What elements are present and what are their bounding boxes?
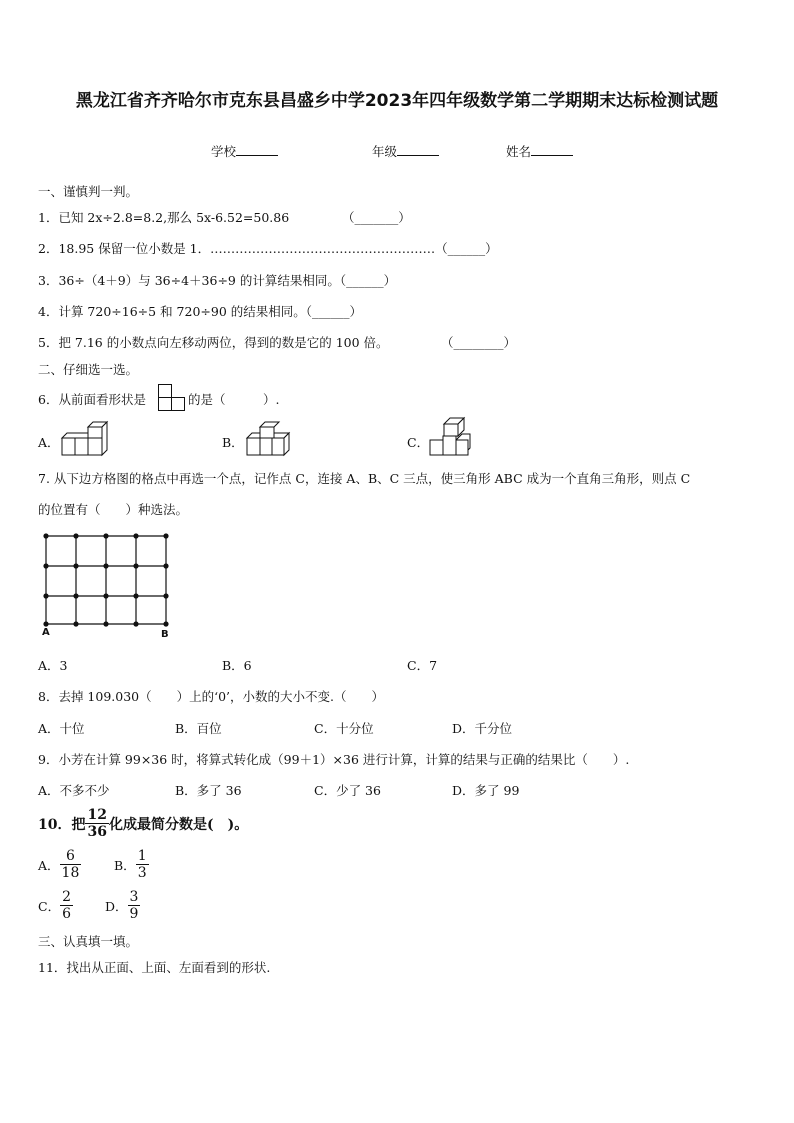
option-label: D． bbox=[105, 898, 128, 914]
fraction-numerator: 1 bbox=[137, 848, 147, 864]
question-4: 4．计算 720÷16÷5 和 720÷90 的结果相同。（______） bbox=[38, 304, 362, 319]
question-5-answer-blank[interactable]: （________） bbox=[441, 335, 517, 350]
option-label: B． bbox=[114, 857, 136, 873]
question-6-option-c[interactable]: C． bbox=[407, 435, 430, 450]
question-6-option-b[interactable]: B． bbox=[222, 435, 244, 450]
question-8-option-c[interactable]: C．十分位 bbox=[314, 721, 374, 736]
fraction-numerator: 12 bbox=[87, 807, 107, 823]
question-10-option-c[interactable] bbox=[38, 889, 73, 922]
name-label: 姓名 bbox=[506, 144, 532, 159]
question-9-option-c[interactable]: C．少了 36 bbox=[314, 783, 381, 798]
question-7-line-1: 7. 从下边方格图的格点中再选一个点，记作点 C，连接 A、B、C 三点，使三角形 ABC 成为一个直角三角形，则点 C bbox=[38, 471, 691, 486]
name-field bbox=[506, 142, 573, 160]
section-heading-2: 二、仔细选一选。 bbox=[38, 362, 139, 377]
option-label: C． bbox=[38, 898, 61, 914]
grade-blank[interactable] bbox=[397, 143, 439, 156]
grade-field bbox=[372, 142, 439, 160]
question-8-option-b[interactable]: B．百位 bbox=[175, 721, 222, 736]
question-8-option-d[interactable]: D．千分位 bbox=[452, 721, 513, 736]
question-10-option-d[interactable] bbox=[105, 889, 140, 922]
cube-stack-a-icon bbox=[60, 422, 112, 456]
section-heading-1: 一、谨慎判一判。 bbox=[38, 184, 139, 199]
cube-stack-b-icon bbox=[245, 422, 297, 456]
question-1: 1．已知 2x÷2.8=8.2,那么 5x-6.52=50.86 bbox=[38, 210, 290, 225]
question-10-suffix: 化成最简分数是( )。 bbox=[108, 816, 249, 833]
question-1-answer-blank[interactable]: （_______） bbox=[342, 210, 411, 225]
front-view-shape-icon bbox=[158, 384, 188, 412]
option-fraction bbox=[60, 848, 82, 881]
question-6-suffix: 的是（ ）. bbox=[188, 392, 280, 407]
fraction-denominator: 9 bbox=[129, 906, 139, 922]
question-7-option-c[interactable]: C．7 bbox=[407, 658, 438, 673]
question-10-prefix: 10．把 bbox=[38, 816, 86, 833]
option-label: A． bbox=[38, 857, 60, 873]
question-8-option-a[interactable]: A．十位 bbox=[38, 721, 85, 736]
question-10-option-b[interactable] bbox=[114, 848, 149, 881]
question-5: 5．把 7.16 的小数点向左移动两位，得到的数是它的 100 倍。 bbox=[38, 335, 389, 350]
fraction-denominator: 3 bbox=[137, 865, 147, 881]
option-fraction bbox=[60, 889, 73, 922]
school-label: 学校 bbox=[211, 144, 237, 159]
option-fraction bbox=[128, 889, 141, 922]
fraction-denominator: 18 bbox=[61, 865, 80, 881]
question-10 bbox=[38, 807, 248, 840]
question-7-option-b[interactable]: B．6 bbox=[222, 658, 252, 673]
question-3: 3．36÷（4＋9）与 36÷4＋36÷9 的计算结果相同。（______） bbox=[38, 273, 397, 288]
question-11: 11．找出从正面、上面、左面看到的形状. bbox=[38, 960, 271, 975]
question-9-option-d[interactable]: D．多了 99 bbox=[452, 783, 520, 798]
school-field bbox=[211, 142, 278, 160]
question-8: 8．去掉 109.030（ ）上的‘0’，小数的大小不变.（ ） bbox=[38, 689, 384, 704]
point-b-label: B bbox=[161, 629, 169, 640]
question-9-option-a[interactable]: A．不多不少 bbox=[38, 783, 110, 798]
question-9-option-b[interactable]: B．多了 36 bbox=[175, 783, 242, 798]
page-title: 黑龙江省齐齐哈尔市克东县昌盛乡中学2023年四年级数学第二学期期末达标检测试题 bbox=[75, 91, 719, 111]
option-fraction bbox=[136, 848, 149, 881]
question-7-option-a[interactable]: A．3 bbox=[38, 658, 68, 673]
fraction-numerator: 2 bbox=[62, 889, 71, 905]
section-heading-3: 三、认真填一填。 bbox=[38, 934, 139, 949]
question-7-line-2: 的位置有（ ）种选法。 bbox=[38, 502, 189, 517]
question-10-fraction bbox=[85, 807, 108, 840]
lattice-grid bbox=[40, 530, 180, 642]
school-blank[interactable] bbox=[236, 143, 278, 156]
fraction-numerator: 3 bbox=[129, 889, 139, 905]
question-2: 2．18.95 保留一位小数是 1．………………………………………………（______） bbox=[38, 241, 498, 256]
point-a-label: A bbox=[42, 627, 50, 638]
question-6-option-a[interactable]: A． bbox=[38, 435, 60, 450]
question-6-prefix: 6．从前面看形状是 bbox=[38, 392, 146, 407]
question-10-option-a[interactable] bbox=[38, 848, 81, 881]
question-9: 9．小芳在计算 99×36 时，将算式转化成（99＋1）×36 进行计算，计算的结果与正确的结果比（ ）. bbox=[38, 752, 630, 767]
fraction-denominator: 36 bbox=[87, 824, 107, 840]
fraction-numerator: 6 bbox=[60, 848, 82, 865]
fraction-denominator: 6 bbox=[62, 906, 71, 922]
name-blank[interactable] bbox=[531, 143, 573, 156]
cube-stack-c-icon bbox=[428, 418, 474, 460]
grade-label: 年级 bbox=[372, 144, 398, 159]
